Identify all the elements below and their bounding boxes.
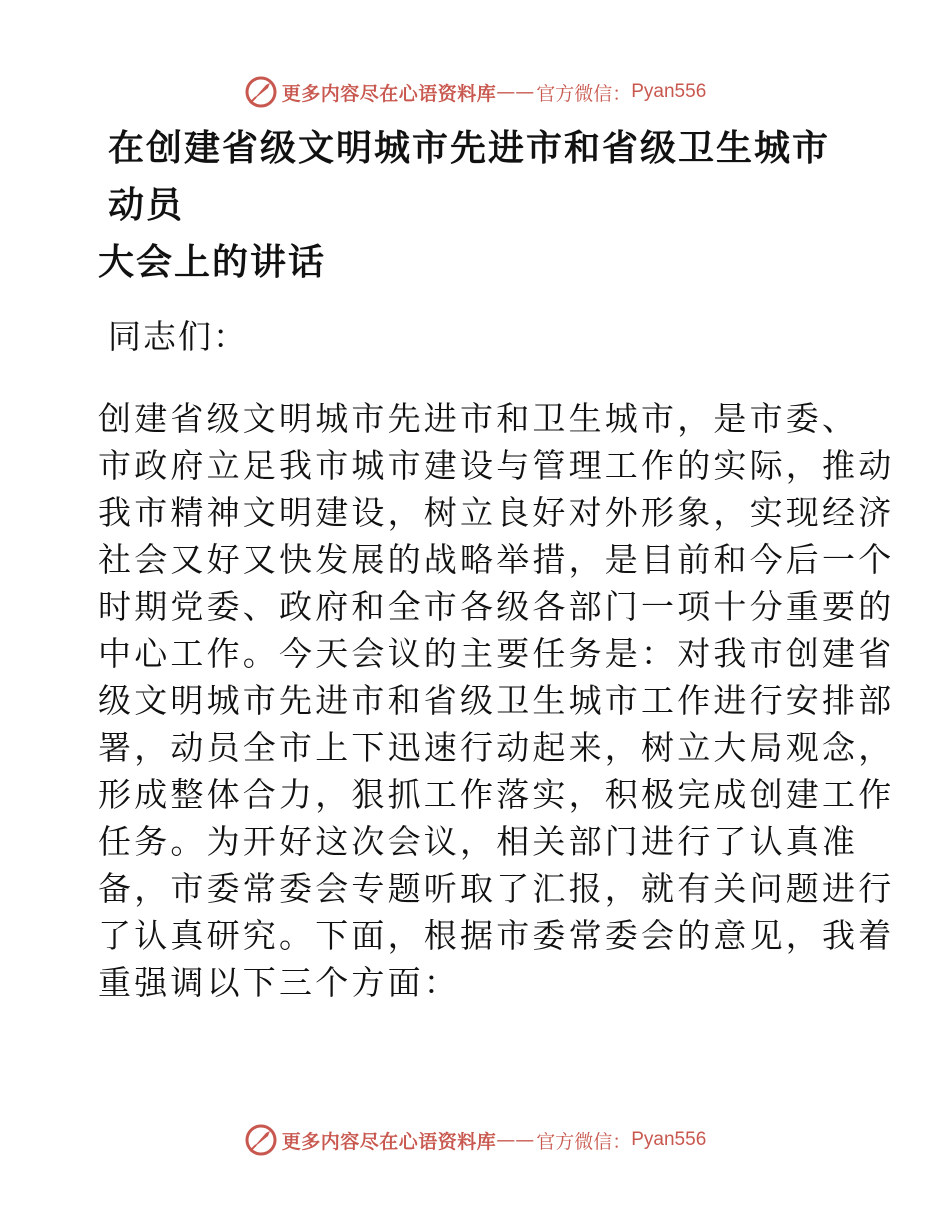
header-banner (0, 72, 950, 112)
banner-wechat-label: 官方微信： (536, 1130, 632, 1153)
paragraph-line: 社会又好又快发展的战略举措，是目前和今后一个 (98, 540, 895, 579)
quill-pen-logo-icon (244, 1123, 278, 1157)
title-line-2: 大会上的讲话 (98, 241, 327, 283)
paragraph-line: 了认真研究。下面，根据市委常委会的意见，我着 (98, 916, 895, 955)
banner-handle: Pyan556 (631, 1129, 707, 1150)
paragraph-line: 重强调以下三个方面： (98, 963, 460, 1002)
paragraph-line: 市政府立足我市城市建设与管理工作的实际，推动 (98, 446, 895, 485)
document-title (98, 120, 858, 291)
title-line-1: 在创建省级文明城市先进市和省级卫生城市动员 (108, 127, 831, 226)
paragraph-line: 时期党委、政府和全市各级各部门一项十分重要的 (98, 587, 895, 626)
paragraph-line: 我市精神文明建设，树立良好对外形象，实现经济 (98, 493, 895, 532)
banner-dash: —— (496, 1129, 535, 1151)
paragraph-line: 创建省级文明城市先进市和卫生城市，是市委、 (98, 399, 859, 438)
footer-banner (0, 1120, 950, 1160)
banner-wechat-label: 官方微信： (536, 82, 632, 105)
banner-handle: Pyan556 (631, 81, 707, 102)
paragraph-line: 任务。为开好这次会议，相关部门进行了认真准 (98, 822, 859, 861)
quill-pen-logo-icon (244, 75, 278, 109)
paragraph-line: 署，动员全市上下迅速行动起来，树立大局观念， (98, 728, 895, 767)
paragraph-line: 级文明城市先进市和省级卫生城市工作进行安排部 (98, 681, 895, 720)
banner-brand-text: 更多内容尽在心语资料库 (281, 82, 497, 105)
paragraph-line: 备，市委常委会专题听取了汇报，就有关问题进行 (98, 869, 895, 908)
paragraph-line: 中心工作。今天会议的主要任务是：对我市创建省 (98, 634, 895, 673)
paragraph-line: 形成整体合力，狠抓工作落实，积极完成创建工作 (98, 775, 895, 814)
speech-paragraph (98, 395, 895, 1006)
banner-dash: —— (496, 81, 535, 103)
document-body (98, 120, 895, 1006)
banner-brand-text: 更多内容尽在心语资料库 (281, 1130, 497, 1153)
greeting: 同志们： (108, 317, 248, 356)
